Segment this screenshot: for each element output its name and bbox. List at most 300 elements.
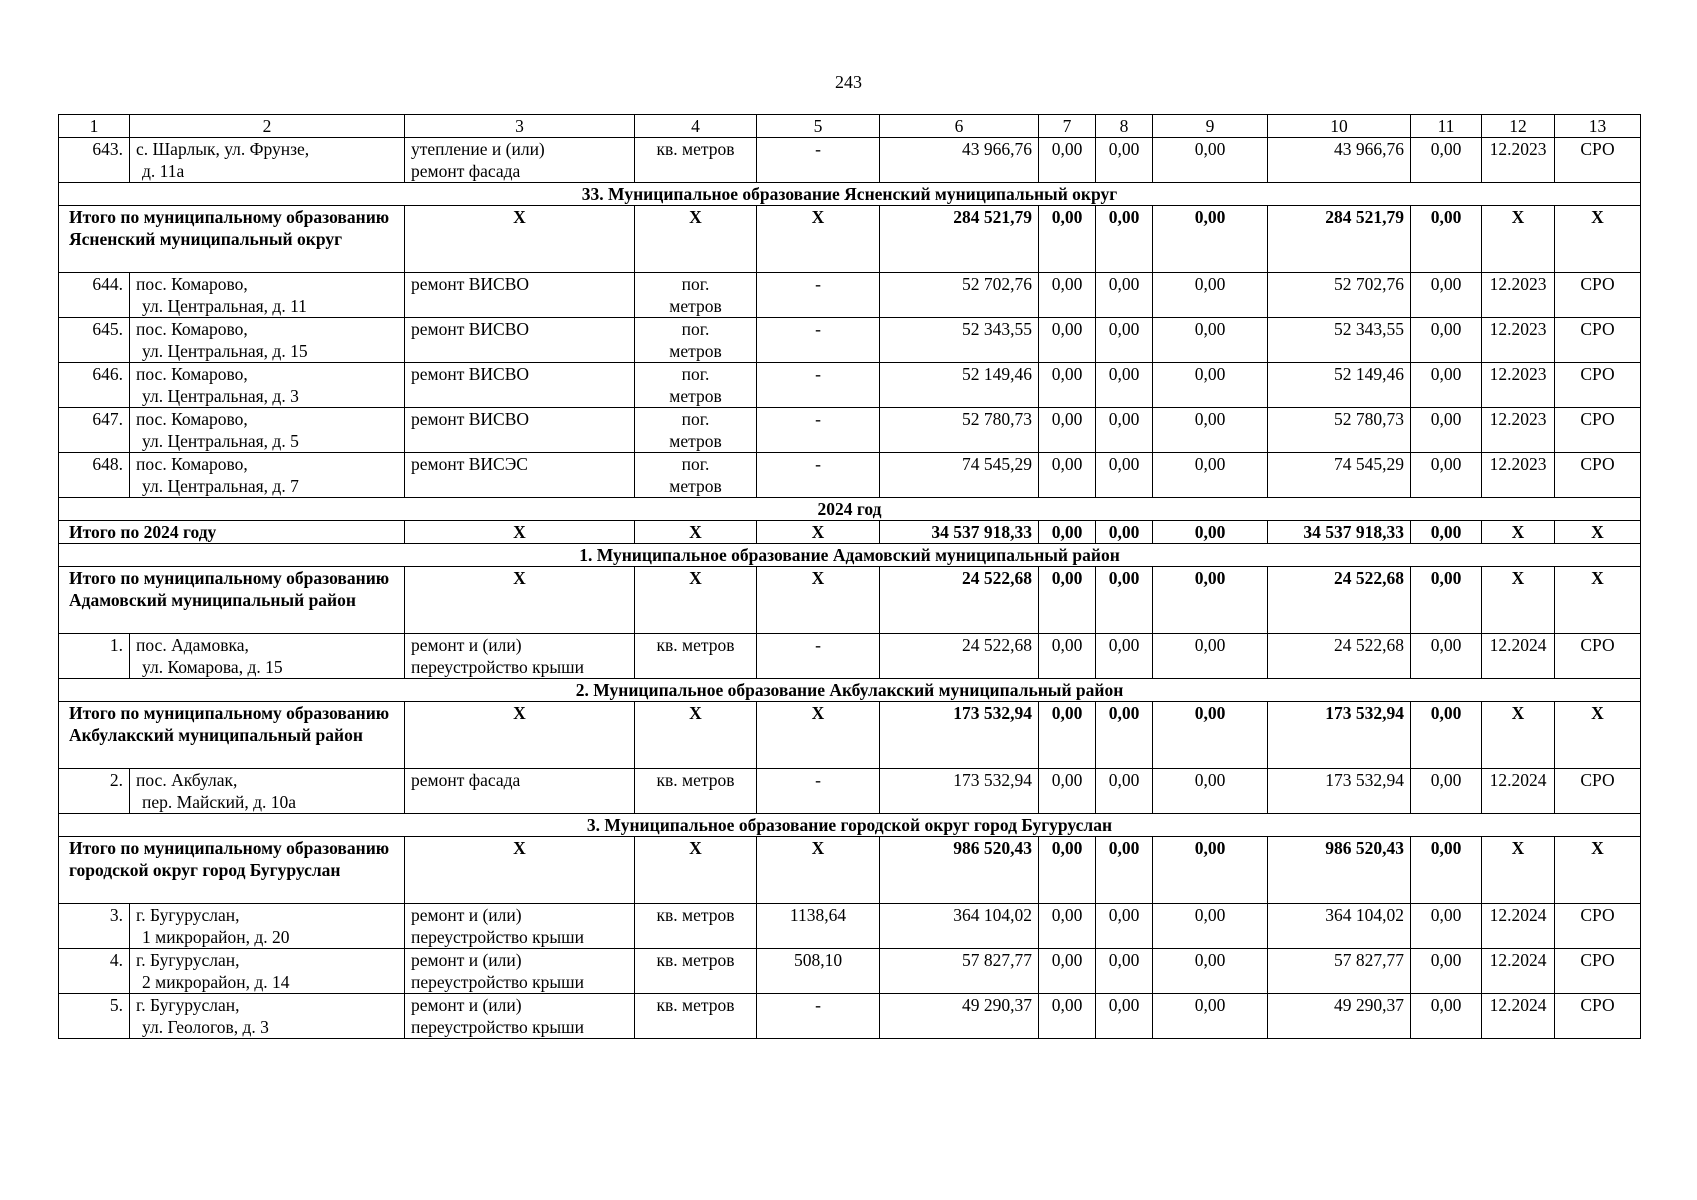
total-row (59, 567, 1641, 634)
col11-value: 0,00 (1411, 318, 1482, 363)
section-header-row (59, 498, 1641, 521)
contractor: СРО (1555, 949, 1641, 994)
column-header: 12 (1482, 115, 1555, 138)
address (130, 634, 405, 679)
completion-date: 12.2023 (1482, 138, 1555, 183)
cell-line: ул. Геологов, д. 3 (142, 1017, 269, 1037)
cell-line: переустройство крыши (411, 657, 584, 677)
quantity: - (757, 273, 880, 318)
address (130, 949, 405, 994)
address (130, 408, 405, 453)
total-amount-fund: 284 521,79 (1268, 206, 1411, 273)
work-type (405, 994, 635, 1039)
col8-value: 0,00 (1096, 994, 1153, 1039)
address (130, 453, 405, 498)
col8-value: 0,00 (1096, 363, 1153, 408)
total-col8: 0,00 (1096, 567, 1153, 634)
capital-repair-table (58, 114, 1641, 1039)
col11-value: 0,00 (1411, 769, 1482, 814)
total-col9: 0,00 (1153, 206, 1268, 273)
unit (635, 318, 757, 363)
total-col13: X (1555, 702, 1641, 769)
unit (635, 453, 757, 498)
quantity: 508,10 (757, 949, 880, 994)
section-title: 33. Муниципальное образование Ясненский муниципальный округ (59, 183, 1641, 206)
total-col3: X (405, 837, 635, 904)
cell-line: ремонт и (или) (411, 905, 522, 925)
table-row (59, 408, 1641, 453)
work-type (405, 318, 635, 363)
col11-value: 0,00 (1411, 994, 1482, 1039)
total-col12: X (1482, 837, 1555, 904)
col11-value: 0,00 (1411, 363, 1482, 408)
unit (635, 363, 757, 408)
total-col7: 0,00 (1039, 567, 1096, 634)
page-number: 243 (835, 72, 862, 92)
section-title: 2024 год (59, 498, 1641, 521)
total-label: Итого по муниципальному образованию Акбулакский муниципальный район (59, 702, 405, 769)
row-number: 647. (59, 408, 130, 453)
total-amount: 284 521,79 (880, 206, 1039, 273)
total-col8: 0,00 (1096, 702, 1153, 769)
col9-value: 0,00 (1153, 318, 1268, 363)
quantity: - (757, 138, 880, 183)
column-header: 13 (1555, 115, 1641, 138)
cell-line: кв. метров (656, 770, 735, 790)
total-col11: 0,00 (1411, 521, 1482, 544)
cell-line: кв. метров (656, 905, 735, 925)
cell-line: ремонт ВИСВО (411, 274, 530, 294)
total-cost: 49 290,37 (880, 994, 1039, 1039)
cell-line: ул. Центральная, д. 5 (142, 431, 299, 451)
row-number: 3. (59, 904, 130, 949)
cell-line: утепление и (или) (411, 139, 545, 159)
work-type (405, 949, 635, 994)
work-type (405, 363, 635, 408)
unit (635, 904, 757, 949)
completion-date: 12.2023 (1482, 408, 1555, 453)
col9-value: 0,00 (1153, 363, 1268, 408)
total-col5: X (757, 521, 880, 544)
work-type (405, 769, 635, 814)
col7-value: 0,00 (1039, 363, 1096, 408)
table-body (59, 115, 1641, 1039)
cell-line: 1 микрорайон, д. 20 (142, 927, 290, 947)
completion-date: 12.2024 (1482, 949, 1555, 994)
total-col11: 0,00 (1411, 567, 1482, 634)
col11-value: 0,00 (1411, 904, 1482, 949)
total-col5: X (757, 206, 880, 273)
row-number: 5. (59, 994, 130, 1039)
total-col3: X (405, 567, 635, 634)
table-row (59, 363, 1641, 408)
cell-line: метров (669, 386, 722, 406)
fund-cost: 364 104,02 (1268, 904, 1411, 949)
address (130, 273, 405, 318)
cell-line: пог. (681, 274, 710, 294)
unit (635, 273, 757, 318)
cell-line: переустройство крыши (411, 927, 584, 947)
col7-value: 0,00 (1039, 949, 1096, 994)
row-number: 1. (59, 634, 130, 679)
contractor: СРО (1555, 363, 1641, 408)
address (130, 904, 405, 949)
col8-value: 0,00 (1096, 634, 1153, 679)
cell-line: с. Шарлык, ул. Фрунзе, (136, 139, 310, 159)
cell-line: пос. Комарово, (136, 364, 248, 384)
column-header: 10 (1268, 115, 1411, 138)
contractor: СРО (1555, 994, 1641, 1039)
total-label: Итого по 2024 году (59, 521, 405, 544)
cell-line: пос. Адамовка, (136, 635, 249, 655)
total-cost: 52 780,73 (880, 408, 1039, 453)
completion-date: 12.2023 (1482, 453, 1555, 498)
table-row (59, 994, 1641, 1039)
col7-value: 0,00 (1039, 273, 1096, 318)
fund-cost: 52 343,55 (1268, 318, 1411, 363)
section-title: 3. Муниципальное образование городской округ город Бугуруслан (59, 814, 1641, 837)
total-cost: 364 104,02 (880, 904, 1039, 949)
col8-value: 0,00 (1096, 273, 1153, 318)
total-col8: 0,00 (1096, 521, 1153, 544)
table-row (59, 769, 1641, 814)
fund-cost: 173 532,94 (1268, 769, 1411, 814)
cell-line: ул. Центральная, д. 3 (142, 386, 299, 406)
cell-line: переустройство крыши (411, 1017, 584, 1037)
unit (635, 138, 757, 183)
unit (635, 408, 757, 453)
cell-line: переустройство крыши (411, 972, 584, 992)
total-row (59, 702, 1641, 769)
col7-value: 0,00 (1039, 634, 1096, 679)
col9-value: 0,00 (1153, 634, 1268, 679)
total-label: Итого по муниципальному образованию Адамовский муниципальный район (59, 567, 405, 634)
address (130, 138, 405, 183)
col7-value: 0,00 (1039, 904, 1096, 949)
column-number-row (59, 115, 1641, 138)
cell-line: ремонт ВИСЭС (411, 454, 528, 474)
col8-value: 0,00 (1096, 453, 1153, 498)
col8-value: 0,00 (1096, 949, 1153, 994)
total-col9: 0,00 (1153, 521, 1268, 544)
total-amount: 34 537 918,33 (880, 521, 1039, 544)
row-number: 4. (59, 949, 130, 994)
cell-line: г. Бугуруслан, (136, 995, 240, 1015)
work-type (405, 273, 635, 318)
cell-line: метров (669, 476, 722, 496)
total-col5: X (757, 837, 880, 904)
fund-cost: 52 702,76 (1268, 273, 1411, 318)
unit (635, 769, 757, 814)
section-header-row (59, 814, 1641, 837)
quantity: - (757, 994, 880, 1039)
quantity: - (757, 634, 880, 679)
column-header: 6 (880, 115, 1039, 138)
unit (635, 949, 757, 994)
total-col12: X (1482, 702, 1555, 769)
contractor: СРО (1555, 138, 1641, 183)
row-number: 644. (59, 273, 130, 318)
row-number: 648. (59, 453, 130, 498)
row-number: 646. (59, 363, 130, 408)
column-header: 5 (757, 115, 880, 138)
table-row (59, 949, 1641, 994)
fund-cost: 24 522,68 (1268, 634, 1411, 679)
cell-line: пос. Комарово, (136, 274, 248, 294)
total-col4: X (635, 521, 757, 544)
total-amount-fund: 34 537 918,33 (1268, 521, 1411, 544)
column-header: 9 (1153, 115, 1268, 138)
col9-value: 0,00 (1153, 994, 1268, 1039)
total-amount: 986 520,43 (880, 837, 1039, 904)
quantity: - (757, 318, 880, 363)
contractor: СРО (1555, 273, 1641, 318)
col11-value: 0,00 (1411, 138, 1482, 183)
column-header: 3 (405, 115, 635, 138)
cell-line: пос. Комарово, (136, 319, 248, 339)
cell-line: ул. Центральная, д. 7 (142, 476, 299, 496)
cell-line: кв. метров (656, 139, 735, 159)
completion-date: 12.2024 (1482, 994, 1555, 1039)
table-row (59, 904, 1641, 949)
work-type (405, 904, 635, 949)
total-col4: X (635, 567, 757, 634)
total-col5: X (757, 702, 880, 769)
row-number: 643. (59, 138, 130, 183)
completion-date: 12.2023 (1482, 318, 1555, 363)
unit (635, 634, 757, 679)
cell-line: ул. Центральная, д. 11 (142, 296, 307, 316)
col9-value: 0,00 (1153, 273, 1268, 318)
cell-line: ремонт и (или) (411, 950, 522, 970)
col8-value: 0,00 (1096, 904, 1153, 949)
total-amount: 173 532,94 (880, 702, 1039, 769)
total-cost: 52 343,55 (880, 318, 1039, 363)
contractor: СРО (1555, 634, 1641, 679)
total-col3: X (405, 206, 635, 273)
column-header: 8 (1096, 115, 1153, 138)
fund-cost: 49 290,37 (1268, 994, 1411, 1039)
section-title: 1. Муниципальное образование Адамовский муниципальный район (59, 544, 1641, 567)
contractor: СРО (1555, 318, 1641, 363)
total-col12: X (1482, 521, 1555, 544)
cell-line: д. 11а (142, 161, 185, 181)
total-cost: 52 702,76 (880, 273, 1039, 318)
total-col4: X (635, 702, 757, 769)
cell-line: ремонт ВИСВО (411, 364, 530, 384)
col7-value: 0,00 (1039, 318, 1096, 363)
cell-line: ремонт фасада (411, 770, 521, 790)
contractor: СРО (1555, 408, 1641, 453)
total-col4: X (635, 206, 757, 273)
col7-value: 0,00 (1039, 138, 1096, 183)
total-col9: 0,00 (1153, 702, 1268, 769)
total-cost: 57 827,77 (880, 949, 1039, 994)
col7-value: 0,00 (1039, 453, 1096, 498)
col9-value: 0,00 (1153, 138, 1268, 183)
column-header: 7 (1039, 115, 1096, 138)
total-col3: X (405, 702, 635, 769)
total-col11: 0,00 (1411, 837, 1482, 904)
col9-value: 0,00 (1153, 453, 1268, 498)
col11-value: 0,00 (1411, 408, 1482, 453)
total-col7: 0,00 (1039, 206, 1096, 273)
unit (635, 994, 757, 1039)
cell-line: кв. метров (656, 950, 735, 970)
quantity: - (757, 453, 880, 498)
section-header-row (59, 544, 1641, 567)
work-type (405, 138, 635, 183)
total-col11: 0,00 (1411, 206, 1482, 273)
completion-date: 12.2023 (1482, 363, 1555, 408)
contractor: СРО (1555, 904, 1641, 949)
total-row (59, 837, 1641, 904)
completion-date: 12.2024 (1482, 769, 1555, 814)
cell-line: метров (669, 341, 722, 361)
column-header: 11 (1411, 115, 1482, 138)
quantity: - (757, 363, 880, 408)
quantity: - (757, 769, 880, 814)
col8-value: 0,00 (1096, 138, 1153, 183)
total-cost: 74 545,29 (880, 453, 1039, 498)
cell-line: пог. (681, 454, 710, 474)
col9-value: 0,00 (1153, 949, 1268, 994)
total-cost: 43 966,76 (880, 138, 1039, 183)
col11-value: 0,00 (1411, 634, 1482, 679)
cell-line: ремонт ВИСВО (411, 319, 530, 339)
cell-line: метров (669, 431, 722, 451)
total-row (59, 521, 1641, 544)
col7-value: 0,00 (1039, 769, 1096, 814)
col11-value: 0,00 (1411, 949, 1482, 994)
table-row (59, 273, 1641, 318)
fund-cost: 52 780,73 (1268, 408, 1411, 453)
address (130, 318, 405, 363)
col9-value: 0,00 (1153, 769, 1268, 814)
cell-line: пос. Комарово, (136, 409, 248, 429)
total-label: Итого по муниципальному образованию городской округ город Бугуруслан (59, 837, 405, 904)
completion-date: 12.2024 (1482, 634, 1555, 679)
cell-line: ремонт и (или) (411, 635, 522, 655)
col11-value: 0,00 (1411, 453, 1482, 498)
total-amount-fund: 173 532,94 (1268, 702, 1411, 769)
total-col8: 0,00 (1096, 837, 1153, 904)
cell-line: ул. Центральная, д. 15 (142, 341, 308, 361)
table-row (59, 318, 1641, 363)
column-header: 2 (130, 115, 405, 138)
cell-line: пог. (681, 319, 710, 339)
section-header-row (59, 183, 1641, 206)
table-row (59, 138, 1641, 183)
quantity: - (757, 408, 880, 453)
total-amount-fund: 986 520,43 (1268, 837, 1411, 904)
completion-date: 12.2024 (1482, 904, 1555, 949)
total-amount: 24 522,68 (880, 567, 1039, 634)
cell-line: ул. Комарова, д. 15 (142, 657, 283, 677)
total-col12: X (1482, 206, 1555, 273)
total-amount-fund: 24 522,68 (1268, 567, 1411, 634)
total-col3: X (405, 521, 635, 544)
total-col11: 0,00 (1411, 702, 1482, 769)
total-col13: X (1555, 206, 1641, 273)
cell-line: г. Бугуруслан, (136, 905, 240, 925)
contractor: СРО (1555, 453, 1641, 498)
col8-value: 0,00 (1096, 408, 1153, 453)
total-col13: X (1555, 567, 1641, 634)
cell-line: пос. Комарово, (136, 454, 248, 474)
total-col5: X (757, 567, 880, 634)
row-number: 2. (59, 769, 130, 814)
fund-cost: 57 827,77 (1268, 949, 1411, 994)
section-title: 2. Муниципальное образование Акбулакский муниципальный район (59, 679, 1641, 702)
total-col7: 0,00 (1039, 702, 1096, 769)
cell-line: пог. (681, 364, 710, 384)
total-cost: 24 522,68 (880, 634, 1039, 679)
total-col7: 0,00 (1039, 837, 1096, 904)
total-col9: 0,00 (1153, 567, 1268, 634)
col9-value: 0,00 (1153, 904, 1268, 949)
cell-line: г. Бугуруслан, (136, 950, 240, 970)
col9-value: 0,00 (1153, 408, 1268, 453)
cell-line: 2 микрорайон, д. 14 (142, 972, 290, 992)
total-col13: X (1555, 837, 1641, 904)
contractor: СРО (1555, 769, 1641, 814)
col8-value: 0,00 (1096, 769, 1153, 814)
completion-date: 12.2023 (1482, 273, 1555, 318)
column-header: 1 (59, 115, 130, 138)
cell-line: пос. Акбулак, (136, 770, 238, 790)
cell-line: пог. (681, 409, 710, 429)
work-type (405, 453, 635, 498)
fund-cost: 74 545,29 (1268, 453, 1411, 498)
work-type (405, 408, 635, 453)
quantity: 1138,64 (757, 904, 880, 949)
col7-value: 0,00 (1039, 408, 1096, 453)
cell-line: кв. метров (656, 995, 735, 1015)
total-col12: X (1482, 567, 1555, 634)
col8-value: 0,00 (1096, 318, 1153, 363)
column-header: 4 (635, 115, 757, 138)
cell-line: кв. метров (656, 635, 735, 655)
address (130, 769, 405, 814)
total-label: Итого по муниципальному образованию Ясненский муниципальный округ (59, 206, 405, 273)
cell-line: ремонт и (или) (411, 995, 522, 1015)
cell-line: пер. Майский, д. 10а (142, 792, 296, 812)
row-number: 645. (59, 318, 130, 363)
cell-line: ремонт ВИСВО (411, 409, 530, 429)
col11-value: 0,00 (1411, 273, 1482, 318)
fund-cost: 43 966,76 (1268, 138, 1411, 183)
table-row (59, 634, 1641, 679)
section-header-row (59, 679, 1641, 702)
col7-value: 0,00 (1039, 994, 1096, 1039)
total-col7: 0,00 (1039, 521, 1096, 544)
cell-line: ремонт фасада (411, 161, 521, 181)
total-cost: 173 532,94 (880, 769, 1039, 814)
total-col13: X (1555, 521, 1641, 544)
total-col8: 0,00 (1096, 206, 1153, 273)
address (130, 994, 405, 1039)
cell-line: метров (669, 296, 722, 316)
table-row (59, 453, 1641, 498)
work-type (405, 634, 635, 679)
total-row (59, 206, 1641, 273)
total-cost: 52 149,46 (880, 363, 1039, 408)
address (130, 363, 405, 408)
fund-cost: 52 149,46 (1268, 363, 1411, 408)
total-col4: X (635, 837, 757, 904)
total-col9: 0,00 (1153, 837, 1268, 904)
